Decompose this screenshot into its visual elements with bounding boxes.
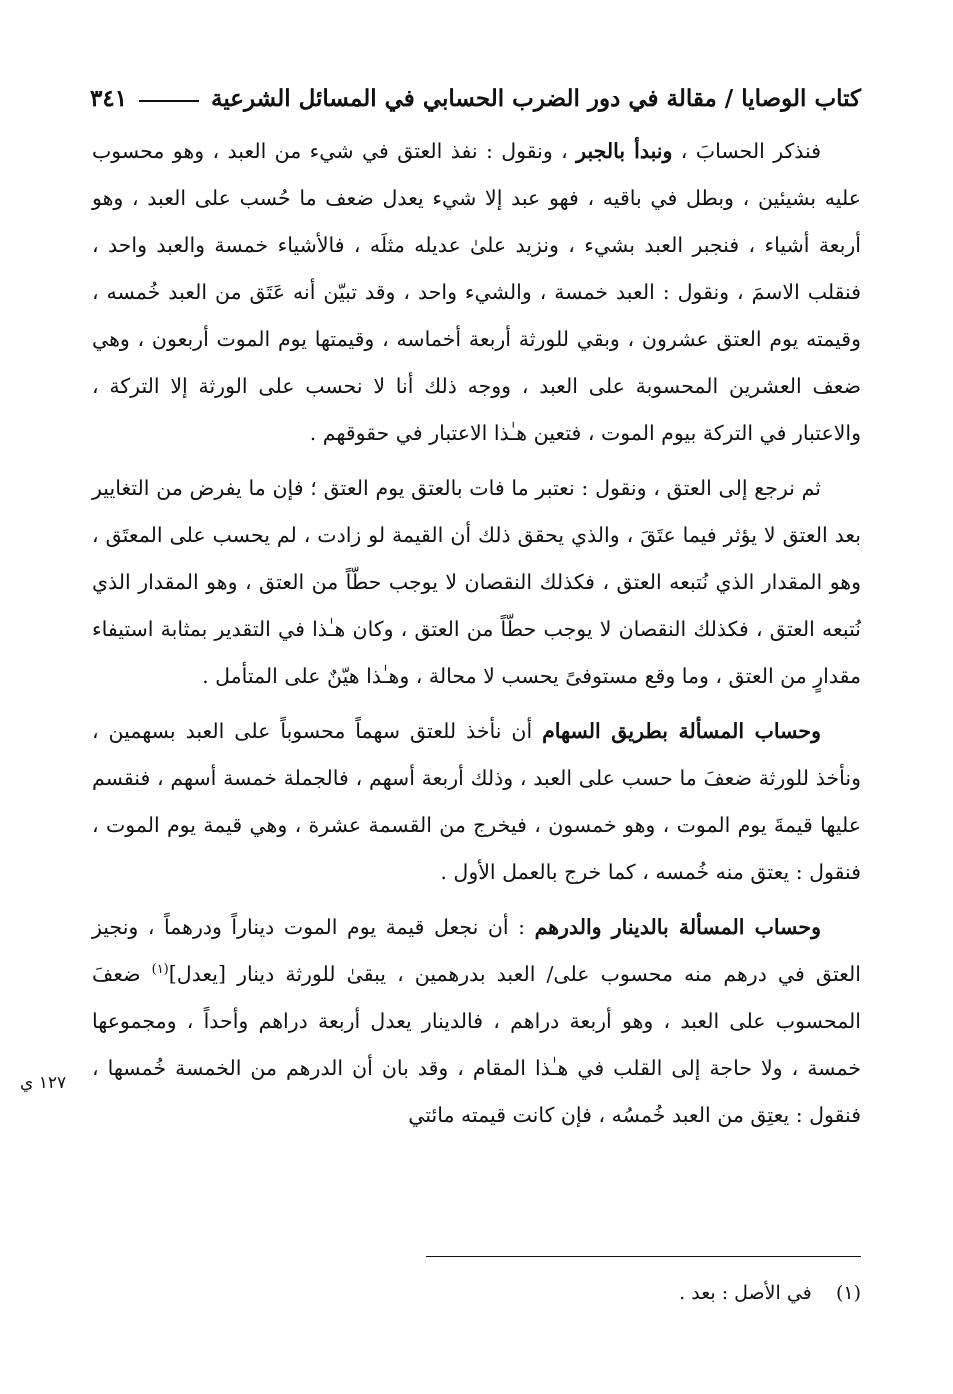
- running-header: [90, 78, 861, 118]
- footnote-number: (١): [835, 1282, 861, 1304]
- header-rule: [139, 100, 199, 102]
- footnote-rule: [426, 1256, 861, 1257]
- paragraph-1: [92, 128, 861, 457]
- running-title: كتاب الوصايا / مقالة في دور الضرب الحسابي في المسائل الشرعية: [210, 84, 861, 112]
- paragraph-3: [92, 708, 861, 896]
- main-text: [92, 128, 861, 1139]
- paragraph-3-text: أن نأخذ للعتق سهماً محسوباً على العبد بسهمين ، ونأخذ للورثة ضعفَ ما حسب على العبد ، وذلك أربعة أسهم ، فالجملة خمسة أسهم ، فنقسم عليها قيمةَ يوم الموت ، وهو خمسون ، فيخرج من القسمة عشرة ، وهي قيمة يوم الموت ، فنقول : يعتق منه خُمسه ، كما خرج بالعمل الأول .: [92, 719, 861, 884]
- paragraph-1-bold: ونبدأ بالجبر: [576, 139, 673, 163]
- paragraph-1-text: ، ونقول : نفذ العتق في شيء من العبد ، وهو محسوب عليه بشيئين ، وبطل في باقيه ، فهو عبد إلا شيء يعدل ضعف ما حُسب على العبد ، وهو أربعة أشياء ، فنجبر العبد بشيء ، ونزيد علىٰ عديله مثلَه ، فالأشياء خمسة والعبد واحد ، فنقلب الاسمَ ، ونقول : العبد خمسة ، والشيء واحد ، وقد تبيّن أنه عَتَق من العبد خُمسه ، وقيمته يوم العتق عشرون ، وبقي للورثة أربعة أخماسه ، وقيمتها يوم الموت أربعون ، وهي ضعف العشرين المحسوبة على العبد ، ووجه ذلك أنا لا نحسب على الورثة إلا التركة ، والاعتبار في التركة بيوم الموت ، فتعين هـٰذا الاعتبار في حقوقهم .: [92, 139, 861, 445]
- paragraph-4-text: : أن نجعل قيمة يوم الموت ديناراً ودرهماً ، ونجيز العتق في درهم منه محسوب على/ العبد بدرهمين ، يبقىٰ للورثة دينار [يعدل]: [92, 915, 861, 986]
- manuscript-folio-note: ١٢٧ ي: [20, 1073, 67, 1093]
- paragraph-4-text-cont: ضعفَ المحسوب على العبد ، وهو أربعة دراهم ، فالدينار يعدل أربعة دراهم وأحداً ، ومجموعها خمسة ، ولا حاجة إلى القلب في هـٰذا المقام ، وقد بان أن الدرهم من الخمسة خُمسها ، فنقول : يعتِق من العبد خُمسُه ، فإن كانت قيمته مائتي: [92, 962, 861, 1127]
- paragraph-3-bold: وحساب المسألة بطريق السهام: [542, 719, 821, 743]
- paragraph-2-text: ثم نرجع إلى العتق ، ونقول : نعتبر ما فات بالعتق يوم العتق ؛ فإن ما يفرض من التغايير بعد العتق لا يؤثر فيما عتَقَ ، والذي يحقق ذلك أن القيمة لو زادت ، لم يحسب على المعتَق ، وهو المقدار الذي نُتبعه العتق ، فكذلك النقصان لا يوجب حطّاً من العتق ، وهو المقدار الذي نُتبعه العتق ، فكذلك النقصان لا يوجب حطّاً من العتق ، وكان هـٰذا في التقدير بمثابة استيفاء مقدارٍ من العتق ، وما وقع مستوفىً يحسب لا محالة ، وهـٰذا هيّنٌ على المتأمل .: [92, 476, 861, 688]
- page-number: ٣٤١: [90, 84, 128, 112]
- paragraph-4-bold: وحساب المسألة بالدينار والدرهم: [534, 915, 821, 939]
- paragraph-4: [92, 904, 861, 1139]
- paragraph-2: [92, 465, 861, 700]
- paragraph-1-prefix: فنذكر الحسابَ ،: [672, 139, 822, 163]
- footnote-reference: (١): [151, 962, 169, 978]
- footnote: [679, 1278, 861, 1308]
- footnote-text: في الأصل : بعد .: [679, 1282, 812, 1304]
